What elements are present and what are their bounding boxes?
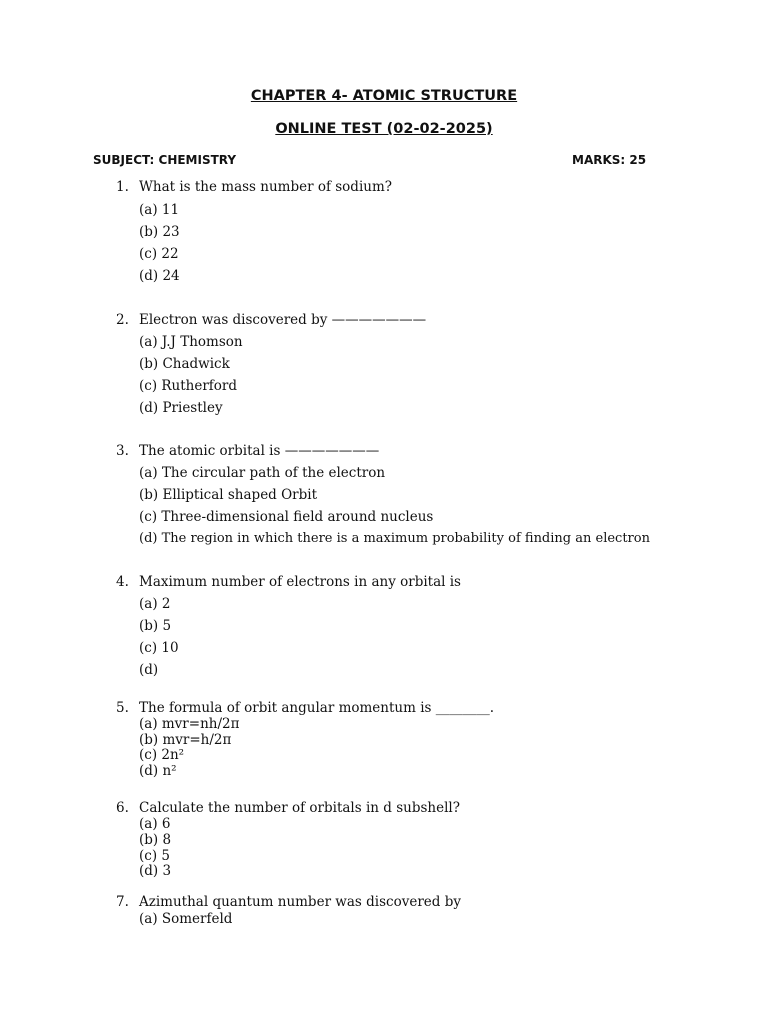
option: (d) n²	[139, 763, 177, 779]
option: (a) The circular path of the electron	[139, 465, 386, 481]
page-subtitle: ONLINE TEST (02-02-2025)	[275, 121, 493, 137]
option: (a) 11	[139, 202, 180, 218]
option: (c) 10	[139, 640, 179, 656]
question-number: 4.	[116, 574, 129, 590]
option: (b) Elliptical shaped Orbit	[139, 487, 318, 503]
option: (b) 23	[139, 224, 180, 240]
option: (c) 5	[139, 848, 170, 864]
question-text: Maximum number of electrons in any orbital is	[139, 574, 461, 590]
option: (d) 3	[139, 863, 172, 879]
question-number: 1.	[116, 179, 129, 195]
option: (b) 8	[139, 832, 172, 848]
question-number: 6.	[116, 800, 129, 816]
option: (a) J.J Thomson	[139, 334, 243, 350]
option: (b) mvr=h/2π	[139, 732, 232, 748]
question-number: 3.	[116, 443, 129, 459]
option: (a) 2	[139, 596, 171, 612]
option: (d)	[139, 662, 159, 678]
question-number: 5.	[116, 700, 129, 716]
question-text: What is the mass number of sodium?	[139, 179, 392, 195]
option: (a) Somerfeld	[139, 911, 233, 927]
option: (a) 6	[139, 816, 171, 832]
question-text: Azimuthal quantum number was discovered by	[139, 894, 461, 910]
question-text: Electron was discovered by ———————	[139, 312, 427, 328]
subject-label: SUBJECT: CHEMISTRY	[93, 153, 237, 167]
page-title: CHAPTER 4- ATOMIC STRUCTURE	[250, 88, 518, 104]
option: (d) 24	[139, 268, 180, 284]
question-text: The atomic orbital is ———————	[139, 443, 380, 459]
option: (c) Rutherford	[139, 378, 238, 394]
question-number: 7.	[116, 894, 129, 910]
option: (c) 2n²	[139, 747, 185, 763]
option: (d) The region in which there is a maximum probability of finding an electron	[139, 531, 650, 546]
marks-label: MARKS: 25	[572, 153, 647, 167]
option: (a) mvr=nh/2π	[139, 716, 240, 732]
question-text: The formula of orbit angular momentum is ________.	[139, 700, 495, 716]
option: (b) 5	[139, 618, 172, 634]
question-number: 2.	[116, 312, 129, 328]
option: (d) Priestley	[139, 400, 223, 416]
question-text: Calculate the number of orbitals in d subshell?	[139, 800, 460, 816]
option: (c) 22	[139, 246, 179, 262]
option: (c) Three-dimensional field around nucleus	[139, 509, 434, 525]
option: (b) Chadwick	[139, 356, 230, 372]
